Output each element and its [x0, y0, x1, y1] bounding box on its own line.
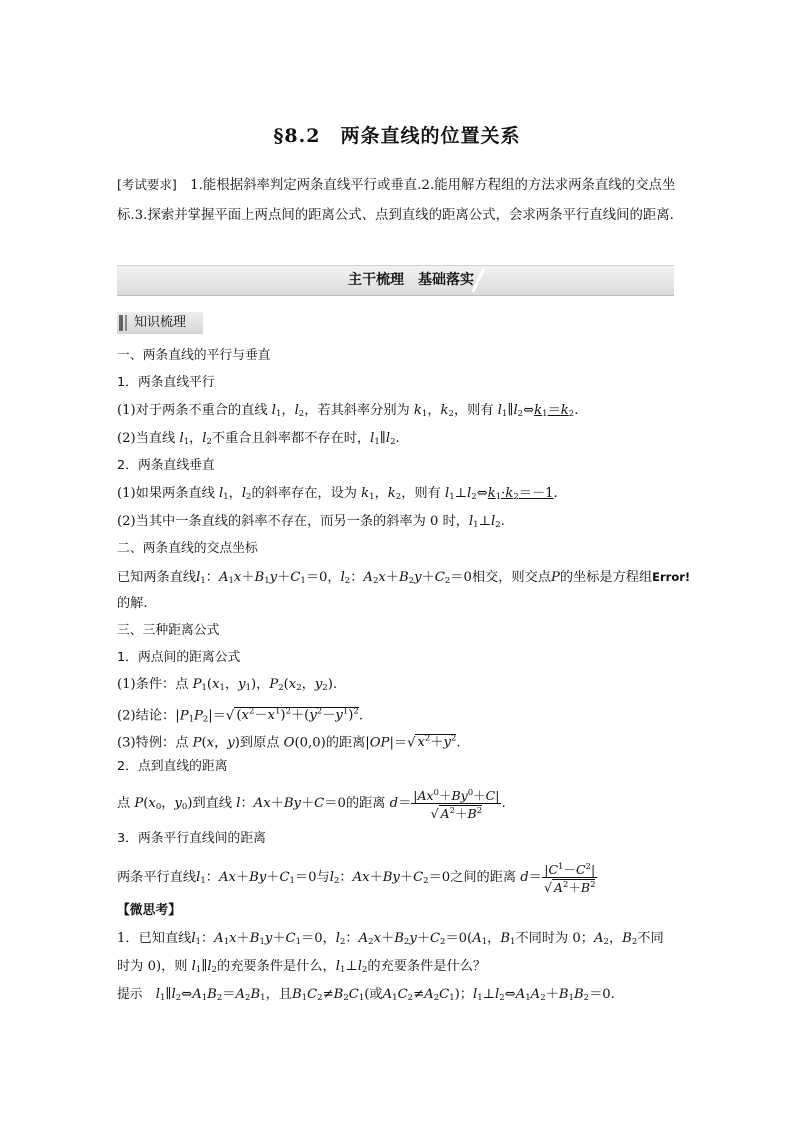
- page-title: §8.2 两条直线的位置关系: [273, 125, 521, 147]
- think-question-line-1: 1．已知直线$l_1$：$A_1x+B_1y+C_1=0$，$l_2$：$A_2x+B_2y+C_2=0(A_1$，$B_1$不同时为 0；$A_2$，$B_2$不同: [117, 931, 664, 947]
- perpendicular-item-1: (1)如果两条直线 $l_1$，$l_2$的斜率存在，设为 $k_1$，$k_2$，则有 $l_1\perp l_2\Leftrightarrow k_1\cdot k_2=-1$.: [117, 486, 558, 502]
- intersection-text: 已知两条直线$l_1$：$A_1x+B_1y+C_1=0$，$l_2$：$A_2x+B_2y+C_2=0$相交，则交点P的坐标是方程组Error!: [117, 570, 691, 586]
- section-banner: [117, 265, 674, 296]
- heading-parallel-perpendicular: 一、两条直线的平行与垂直: [117, 348, 271, 363]
- point-line-fraction: $\frac{|Ax^0+By^0+C|}{√ A^2+B^2}$: [413, 788, 500, 822]
- micro-think-tag: 【微思考】: [117, 903, 181, 918]
- parallel-lines-formula: 两条平行直线$l_1$：$Ax+By+C_1=0$与$l_2$：$Ax+By+C_2=0$之间的距离 d＝ $\frac{|C^1-C^2|}{√ A^2+B^2}$: [117, 862, 596, 896]
- think-hint: 提示 $l_1\parallel l_2\Leftrightarrow A_1B_2=A_2B_1$，且$B_1C_2\ne B_2C_1$(或$A_1C_2\ne A_2C_1$)；$l_1\perp l_2\Leftrightarrow A_1A_2+B_1B_2=0$.: [117, 987, 615, 1003]
- knowledge-section-title: 知识梳理: [134, 315, 187, 330]
- subheading-parallel-lines: 3．两条平行直线间的距离: [117, 831, 266, 846]
- two-points-condition: (1)条件：点 $P_1(x_1$，$y_1$)，$P_2(x_2$，$y_2$).: [117, 677, 338, 693]
- heading-distance-formulas: 三、三种距离公式: [117, 623, 220, 638]
- label-bar-decoration: [119, 315, 123, 331]
- subheading-point-line: 2．点到直线的距离: [117, 759, 228, 774]
- two-points-conclusion: (2)结论：$|P_1P_2|=√$ $(x^2-x^1)^2+(y^2-y^1)^2$.: [117, 707, 364, 725]
- label-bar-decoration-2: [125, 315, 127, 331]
- perpendicular-item-2: (2)当其中一条直线的斜率不存在，而另一条的斜率为 0 时，$l_1\perp l_2$.: [117, 514, 505, 530]
- parallel-lines-fraction: $\frac{|C^1-C^2|}{√ A^2+B^2}$: [543, 862, 596, 896]
- subheading-perpendicular: 2．两条直线垂直: [117, 458, 215, 473]
- heading-intersection: 二、两条直线的交点坐标: [117, 541, 258, 556]
- knowledge-section-label: [117, 312, 203, 334]
- two-points-special-case: (3)特例：点 P(x，y)到原点 O(0,0)的距离|OP|＝√ $x^2+y^2$.: [117, 734, 461, 751]
- exam-requirements-tag: [考试要求]: [117, 177, 177, 192]
- parallel-item-1: (1)对于两条不重合的直线 $l_1$，$l_2$，若其斜率分别为 $k_1$，$k_2$，则有 $l_1\parallel l_2\Leftrightarrow k_1=k_2$.: [117, 403, 579, 419]
- point-line-formula: 点 $P(x_0$，$y_0$)到直线 l：Ax＋By＋C＝0的距离 d＝ $\frac{|Ax^0+By^0+C|}{√ A^2+B^2}$ .: [117, 788, 506, 822]
- banner-title: 主干梳理 基础落实: [348, 272, 474, 288]
- subheading-parallel: 1．两条直线平行: [117, 375, 215, 390]
- error-placeholder: Error!: [652, 570, 691, 584]
- parallel-item-2: (2)当直线 $l_1$，$l_2$不重合且斜率都不存在时，$l_1\parallel l_2$.: [117, 431, 400, 447]
- intersection-text-2: 的解.: [117, 596, 148, 611]
- exam-requirements: [117, 170, 677, 231]
- think-question-line-2: 时为 0)，则 $l_1\parallel l_2$的充要条件是什么，$l_1\perp l_2$的充要条件是什么？: [117, 959, 487, 975]
- subheading-two-points: 1．两点间的距离公式: [117, 650, 241, 665]
- exam-requirements-text: 1.能根据斜率判定两条直线平行或垂直.2.能用解方程组的方法求两条直线的交点坐标.3.探索并掌握平面上两点间的距离公式、点到直线的距离公式，会求两条平行直线间的距离.: [117, 178, 676, 223]
